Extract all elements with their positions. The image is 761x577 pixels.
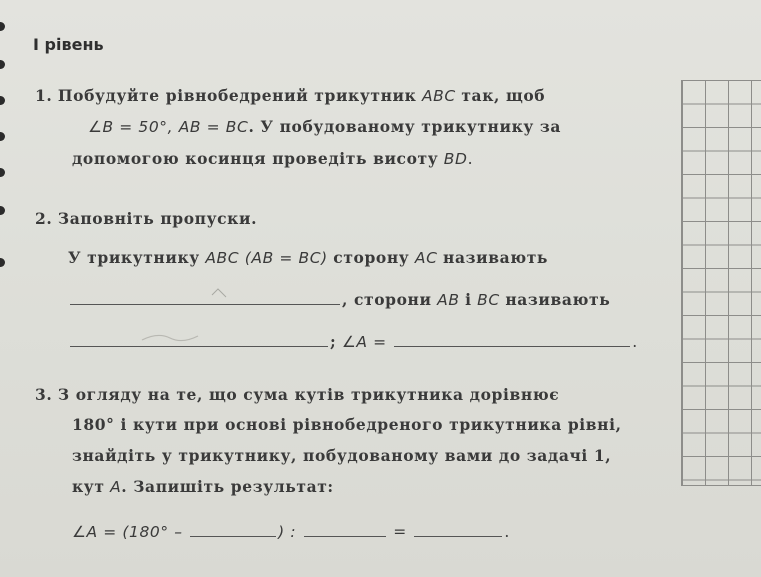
task3-text: 180° і кути при основі рівнобедреного трикутника рівні, [72,415,622,434]
task3-text: . Запишіть результат: [121,477,334,496]
binder-hole [0,60,5,69]
task2-separator: ; [330,332,337,351]
formula-period: . [504,523,510,541]
task1-text: Побудуйте рівнобедрений трикутник [57,86,417,105]
formula-divide: ) : [278,523,297,541]
task2-text: називають [443,248,549,267]
task3-number: 3. [35,385,53,404]
task2-text: У трикутнику [68,248,200,267]
task1-line3 [72,149,473,168]
task1-number: 1. [35,86,53,105]
sides-equal-condition: (AB = BC) [244,249,328,267]
side-bc: BC [477,291,500,309]
grid-margin [681,80,761,486]
task2-text: і [465,290,472,309]
binder-hole [0,206,5,215]
angle-a-label: ∠A = [341,333,387,351]
answer-blank-lateral-sides-name[interactable] [70,344,328,347]
triangle-name: ABC [421,87,456,105]
task1-line2 [88,117,561,136]
answer-blank-base-name[interactable] [70,302,340,305]
angle-b-condition: ∠B = 50°, [88,118,174,136]
binder-hole [0,22,5,31]
task1-text: так, щоб [461,86,546,105]
task2-title-text: Заповніть пропуски. [57,209,258,228]
binder-hole [0,258,5,267]
task2-text: називають [505,290,611,309]
side-ab: AB [437,291,460,309]
task2-number: 2. [35,209,53,228]
level-heading: І рівень [33,35,104,54]
pencil-mark [210,285,230,299]
task3-line1 [35,385,559,404]
task2-line2 [68,248,548,267]
task3-text: кут [72,477,105,496]
task3-line2 [72,415,622,434]
task1-text: . У побудованому трикутнику за [248,117,562,136]
angle-a-name: A [110,478,122,496]
binder-hole [0,168,5,177]
answer-blank-divisor[interactable] [304,534,386,537]
binder-hole [0,132,5,141]
formula-equals: = [393,523,407,541]
task1-text: допомогою косинця проведіть висоту [72,149,439,168]
task3-text: знайдіть у трикутнику, побудованому вами до задачі 1, [72,446,612,465]
pencil-scribble [140,330,200,344]
altitude-name: BD [443,150,468,168]
task2-period: . [632,333,638,351]
answer-blank-angle-a[interactable] [394,344,630,347]
side-ac: AC [414,249,438,267]
sides-equal-condition: AB = BC [178,118,249,136]
task3-text: З огляду на те, що сума кутів трикутника дорівнює [57,385,560,404]
task3-line3 [72,446,611,465]
task1-period: . [467,150,474,168]
task2-text: сторону [333,248,410,267]
task2-text: , сторони [342,290,432,309]
formula-start: ∠A = (180° – [72,523,183,541]
task3-formula [72,523,510,541]
task1-line1 [35,86,545,105]
answer-blank-result[interactable] [414,534,502,537]
binder-hole [0,96,5,105]
task3-line4 [72,477,334,496]
task2-line3 [68,290,610,309]
task2-title [35,209,257,228]
triangle-name: ABC [205,249,240,267]
answer-blank-angle-b-value[interactable] [190,534,276,537]
